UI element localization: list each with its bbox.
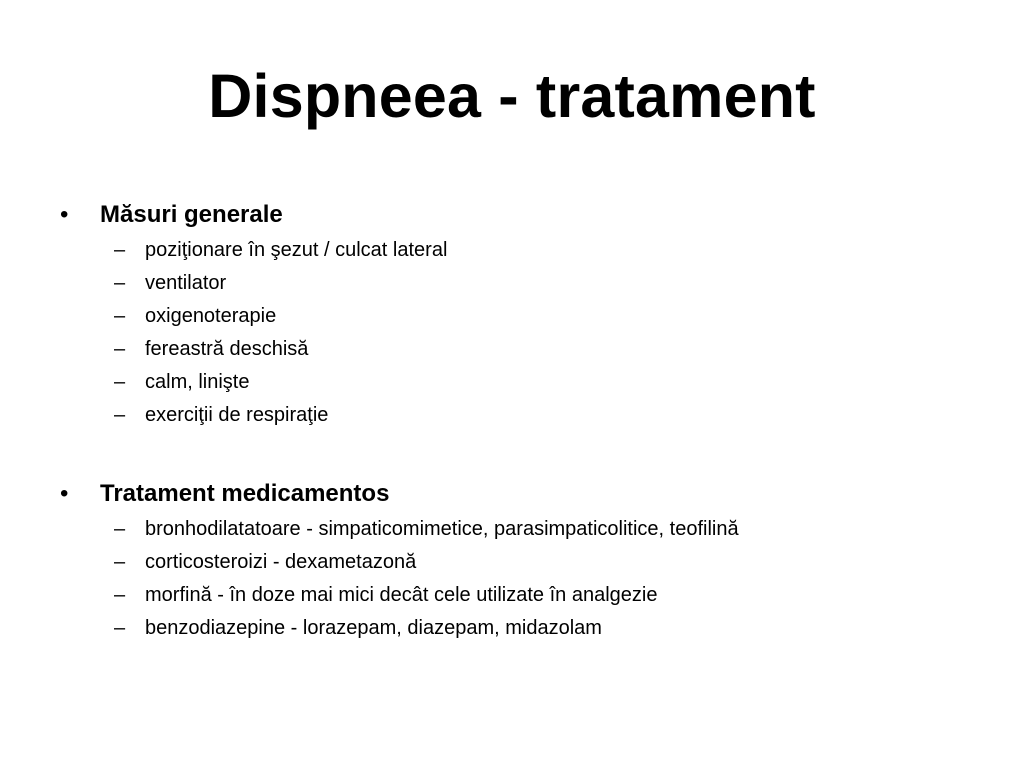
bullet-dot-icon: • xyxy=(60,480,69,507)
dash-icon: – xyxy=(114,617,126,639)
list-item xyxy=(0,399,1024,432)
bullet-general-measures xyxy=(0,198,1024,232)
dash-icon: – xyxy=(114,338,126,360)
section-drug-treatment xyxy=(0,477,1024,645)
list-item-text: benzodiazepine - lorazepam, diazepam, midazolam xyxy=(145,617,602,639)
list-item-text: exerciţii de respiraţie xyxy=(145,404,329,426)
list-item xyxy=(0,366,1024,399)
dash-icon: – xyxy=(114,371,126,393)
dash-icon: – xyxy=(114,404,126,426)
dash-icon: – xyxy=(114,239,126,261)
list-item-text: calm, linişte xyxy=(145,371,250,393)
list-item-text: fereastră deschisă xyxy=(145,338,309,360)
dash-icon: – xyxy=(114,305,126,327)
dash-icon: – xyxy=(114,518,126,540)
list-item-text: morfină - în doze mai mici decât cele utilizate în analgezie xyxy=(145,584,658,606)
bullet-drug-treatment xyxy=(0,477,1024,511)
list-item-text: oxigenoterapie xyxy=(145,305,277,327)
list-item xyxy=(0,612,1024,645)
list-item-text: bronhodilatatoare - simpaticomimetice, parasimpaticolitice, teofilină xyxy=(145,518,739,540)
list-item xyxy=(0,546,1024,579)
list-item xyxy=(0,267,1024,300)
list-item xyxy=(0,579,1024,612)
list-item-text: ventilator xyxy=(145,272,227,294)
list-item xyxy=(0,300,1024,333)
list-item-text: corticosteroizi - dexametazonă xyxy=(145,551,417,573)
list-item xyxy=(0,513,1024,546)
sub-list xyxy=(0,234,1024,432)
sub-list xyxy=(0,513,1024,645)
list-item xyxy=(0,234,1024,267)
dash-icon: – xyxy=(114,584,126,606)
section-heading: Tratament medicamentos xyxy=(100,480,390,507)
bullet-dot-icon: • xyxy=(60,201,69,228)
dash-icon: – xyxy=(114,272,126,294)
section-general-measures xyxy=(0,198,1024,432)
dash-icon: – xyxy=(114,551,126,573)
slide-title: Dispneea - tratament xyxy=(208,62,816,130)
list-item xyxy=(0,333,1024,366)
list-item-text: poziţionare în şezut / culcat lateral xyxy=(145,239,448,261)
section-heading: Măsuri generale xyxy=(100,201,283,228)
